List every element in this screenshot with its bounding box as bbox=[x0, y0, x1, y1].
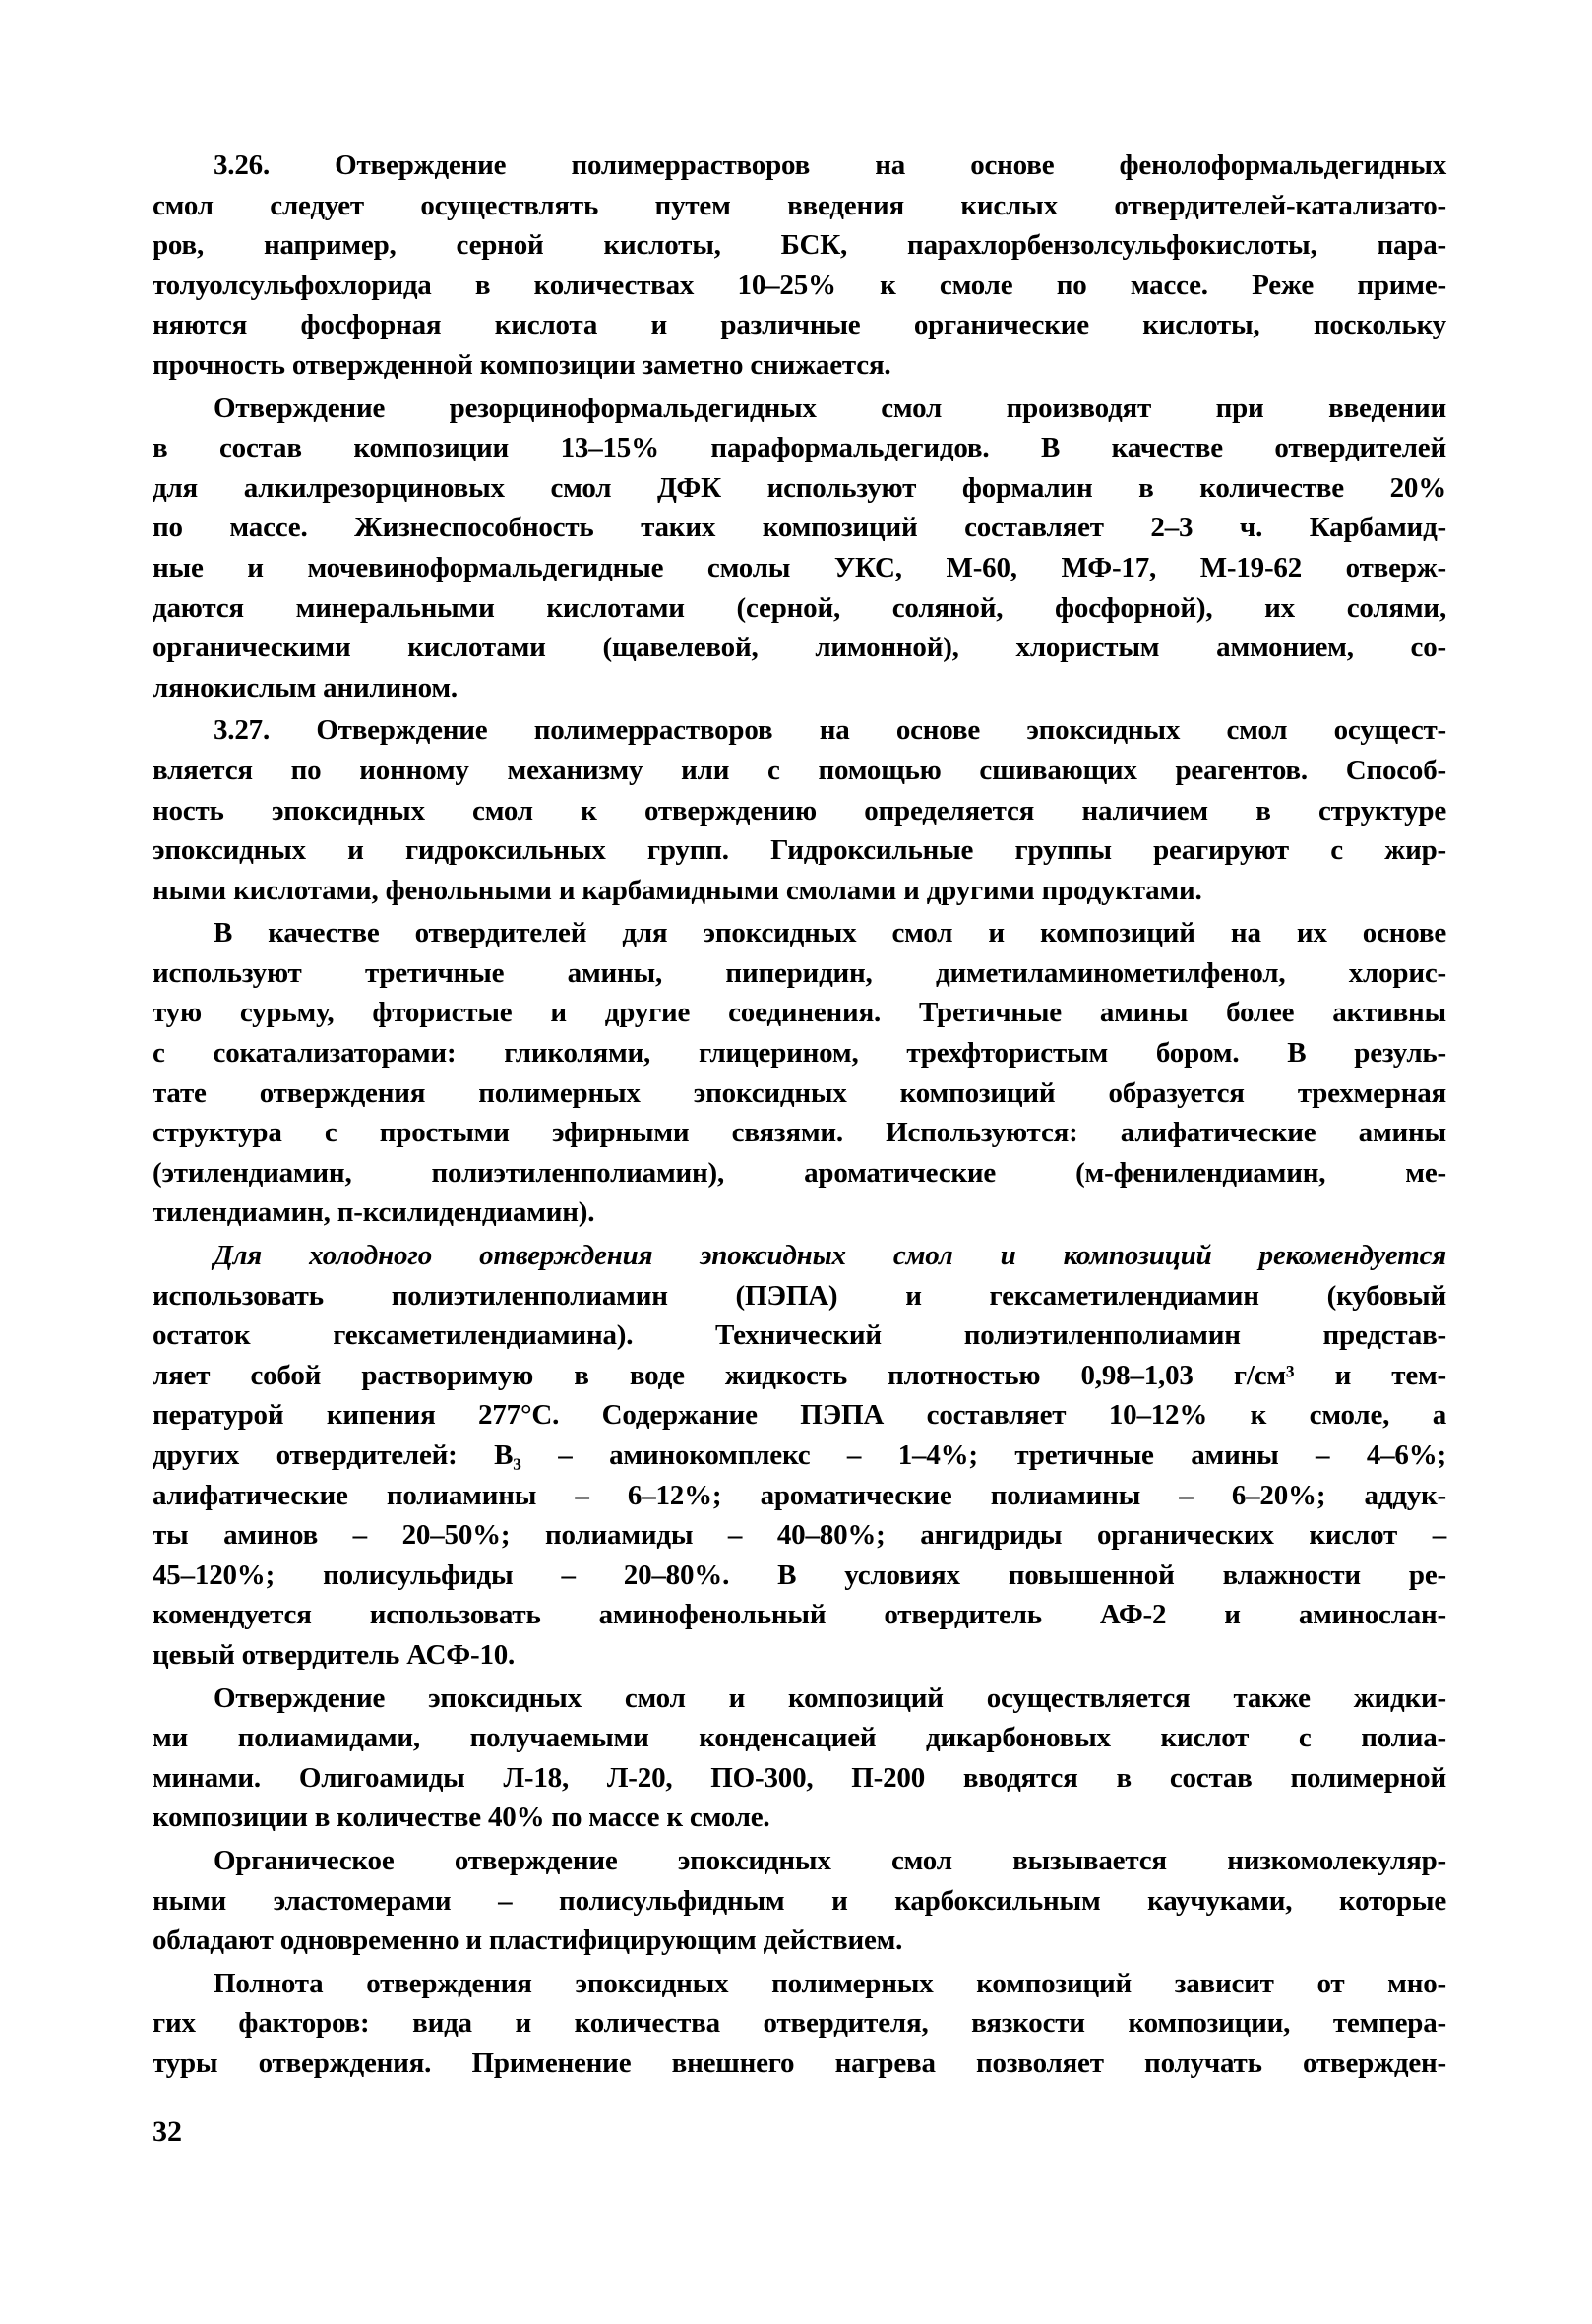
text-line: органическими кислотами (щавелевой, лимонной), хлористым аммонием, со- bbox=[153, 632, 1446, 664]
paragraph bbox=[153, 389, 1446, 708]
text-line: вляется по ионному механизму или с помощью сшивающих реагентов. Способ- bbox=[153, 754, 1446, 786]
text-line: 3.26. Отверждение полимеррастворов на основе фенолоформальдегидных bbox=[214, 150, 1446, 181]
text-line: в состав композиции 13–15% параформальдегидов. В качестве отвердителей bbox=[153, 432, 1446, 464]
text-line: тилендиамин, п-ксилидендиамин). bbox=[153, 1196, 595, 1229]
text-line: с сокатализаторами: гликолями, глицерином, трехфтористым бором. В резуль- bbox=[153, 1037, 1446, 1070]
paragraph bbox=[153, 913, 1446, 1233]
text-line: 45–120%; полисульфиды – 20–80%. В условиях повышенной влажности ре- bbox=[153, 1559, 1446, 1591]
text-line: по массе. Жизнеспособность таких композиций составляет 2–3 ч. Карбамид- bbox=[153, 512, 1446, 544]
text-line: структура с простыми эфирными связями. Используются: алифатические амины bbox=[153, 1117, 1446, 1149]
text-line: лянокислым анилином. bbox=[153, 671, 458, 703]
text-line: комендуется использовать аминофенольный отвердитель АФ-2 и аминослан- bbox=[153, 1599, 1446, 1631]
text-line: Отверждение эпоксидных смол и композиций осуществляется также жидки- bbox=[214, 1682, 1446, 1714]
page-body bbox=[153, 146, 1446, 2087]
text-line: ные и мочевиноформальдегидные смолы УКС, М-60, МФ-17, М-19-62 отверж- bbox=[153, 551, 1446, 583]
text-line: В качестве отвердителей для эпоксидных смол и композиций на их основе bbox=[214, 917, 1446, 949]
text-line: минами. Олигоамиды Л-18, Л-20, ПО-300, П-200 вводятся в состав полимерной bbox=[153, 1761, 1446, 1794]
text-line: Органическое отверждение эпоксидных смол вызывается низкомолекуляр- bbox=[214, 1844, 1446, 1876]
text-line: ты аминов – 20–50%; полиамиды – 40–80%; ангидриды органических кислот – bbox=[153, 1519, 1446, 1552]
text-line: даются минеральными кислотами (серной, соляной, фосфорной), их солями, bbox=[153, 591, 1446, 624]
text-line: эпоксидных и гидроксильных групп. Гидроксильные группы реагируют с жир- bbox=[153, 834, 1446, 867]
text-line: ров, например, серной кислоты, БСК, парахлорбензолсульфокислоты, пара- bbox=[153, 229, 1446, 262]
text-line: ность эпоксидных смол к отверждению определяется наличием в структуре bbox=[153, 794, 1446, 826]
text-line: ными кислотами, фенольными и карбамидными смолами и другими продуктами. bbox=[153, 874, 1202, 906]
text-line: композиции в количестве 40% по массе к смоле. bbox=[153, 1802, 770, 1834]
text-line: для алкилрезорциновых смол ДФК используют формалин в количестве 20% bbox=[153, 471, 1446, 504]
paragraph bbox=[153, 1679, 1446, 1838]
text-line: остаток гексаметилендиамина). Технический полиэтиленполиамин представ- bbox=[153, 1319, 1446, 1352]
text-line: ляет собой растворимую в воде жидкость плотностью 0,98–1,03 г/см³ и тем- bbox=[153, 1359, 1446, 1391]
paragraph bbox=[153, 1236, 1446, 1676]
text-line: других отвердителей: В₃ – аминокомплекс – 1–4%; третичные амины – 4–6%; bbox=[153, 1439, 1446, 1471]
text-line: цевый отвердитель АСФ-10. bbox=[153, 1638, 516, 1671]
paragraph bbox=[153, 146, 1446, 386]
text-line: туры отверждения. Применение внешнего нагрева позволяет получать отвержден- bbox=[153, 2047, 1446, 2079]
text-line: алифатические полиамины – 6–12%; ароматические полиамины – 6–20%; аддук- bbox=[153, 1479, 1446, 1511]
text-line: обладают одновременно и пластифицирующим действием. bbox=[153, 1925, 903, 1957]
text-line: (этилендиамин, полиэтиленполиамин), ароматические (м-фенилендиамин, ме- bbox=[153, 1156, 1446, 1189]
text-line: Для холодного отверждения эпоксидных смол и композиций рекомендуется bbox=[214, 1240, 1446, 1272]
text-line: использовать полиэтиленполиамин (ПЭПА) и гексаметилендиамин (кубовый bbox=[153, 1279, 1446, 1312]
text-line: тате отверждения полимерных эпоксидных композиций образуется трехмерная bbox=[153, 1076, 1446, 1109]
text-line: ми полиамидами, получаемыми конденсацией дикарбоновых кислот с полиа- bbox=[153, 1722, 1446, 1754]
text-line: толуолсульфохлорида в количествах 10–25% к смоле по массе. Реже приме- bbox=[153, 269, 1446, 301]
paragraph bbox=[153, 1964, 1446, 2084]
text-line: няются фосфорная кислота и различные органические кислоты, поскольку bbox=[153, 309, 1446, 341]
text-line: используют третичные амины, пиперидин, диметиламинометилфенол, хлорис- bbox=[153, 956, 1446, 989]
text-line: гих факторов: вида и количества отвердителя, вязкости композиции, темпера- bbox=[153, 2007, 1446, 2040]
paragraph bbox=[153, 710, 1446, 910]
text-line: ными эластомерами – полисульфидным и карбоксильным каучуками, которые bbox=[153, 1884, 1446, 1917]
text-line: тую сурьму, фтористые и другие соединения. Третичные амины более активны bbox=[153, 997, 1446, 1029]
page-number: 32 bbox=[153, 2115, 182, 2148]
text-line: Отверждение резорциноформальдегидных смол производят при введении bbox=[214, 392, 1446, 424]
text-line: Полнота отверждения эпоксидных полимерных композиций зависит от мно- bbox=[214, 1967, 1446, 1999]
text-line: смол следует осуществлять путем введения кислых отвердителей-катализато- bbox=[153, 189, 1446, 221]
text-line: прочность отвержденной композиции заметно снижается. bbox=[153, 348, 891, 381]
text-line: 3.27. Отверждение полимеррастворов на основе эпоксидных смол осущест- bbox=[214, 714, 1446, 747]
paragraph bbox=[153, 1841, 1446, 1961]
text-line: пературой кипения 277°С. Содержание ПЭПА составляет 10–12% к смоле, а bbox=[153, 1399, 1446, 1432]
